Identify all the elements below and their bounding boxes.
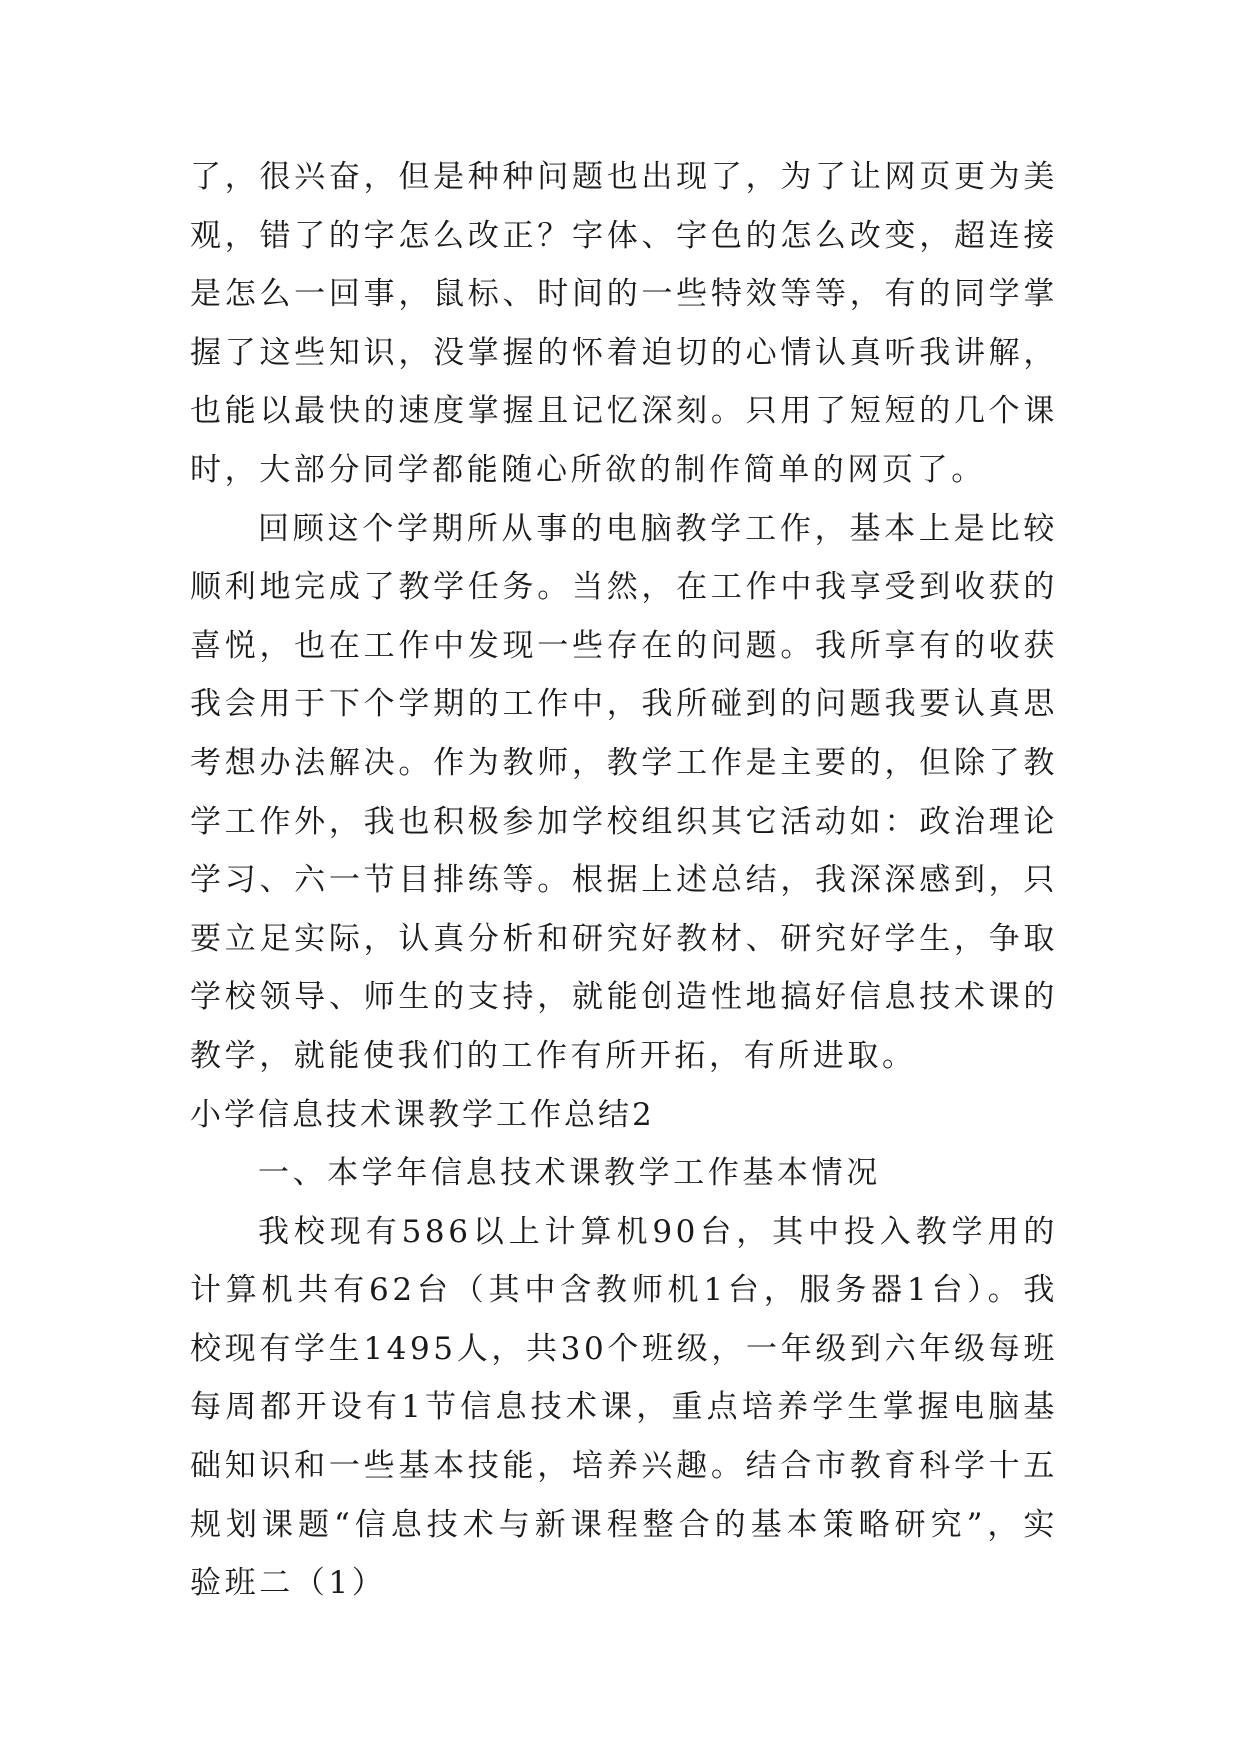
section-title: 小学信息技术课教学工作总结2 [190,1096,655,1133]
paragraph-review: 回顾这个学期所从事的电脑教学工作，基本上是比较顺利地完成了教学任务。当然，在工作中我享受到收获的喜悦，也在工作中发现一些存在的问题。我所享有的收获我会用于下个学期的工作中，我所碰到的问题我要认真思考想办法解决。作为教师，教学工作是主要的，但除了教学工作外，我也积极参加学校组织其它活动如：政治理论学习、六一节目排练等。根据上述总结，我深深感到，只要立足实际，认真分析和研究好教材、研究好学生，争取学校领导、师生的支持，就能创造性地搞好信息技术课的教学，就能使我们的工作有所开拓，有所进取。 [190,510,1058,1074]
paragraph-continuation: 了，很兴奋，但是种种问题也出现了，为了让网页更为美观，错了的字怎么改正？字体、字色的怎么改变，超连接是怎么一回事，鼠标、时间的一些特效等等，有的同学掌握了这些知识，没掌握的怀着迫切的心情认真听我讲解，也能以最快的速度掌握且记忆深刻。只用了短短的几个课时，大部分同学都能随心所欲的制作简单的网页了。 [190,159,1058,488]
paragraph-basic-situation: 我校现有586以上计算机90台，其中投入教学用的计算机共有62台（其中含教师机1台，服务器1台）。我校现有学生1495人，共30个班级，一年级到六年级每班每周都开设有1节信息技术课，重点培养学生掌握电脑基础知识和一些基本技能，培养兴趣。结合市教育科学十五规划课题“信息技术与新课程整合的基本策略研究”，实验班二（1） [190,1213,1058,1602]
document-body [190,148,1058,1613]
subheading: 一、本学年信息技术课教学工作基本情况 [258,1155,881,1192]
